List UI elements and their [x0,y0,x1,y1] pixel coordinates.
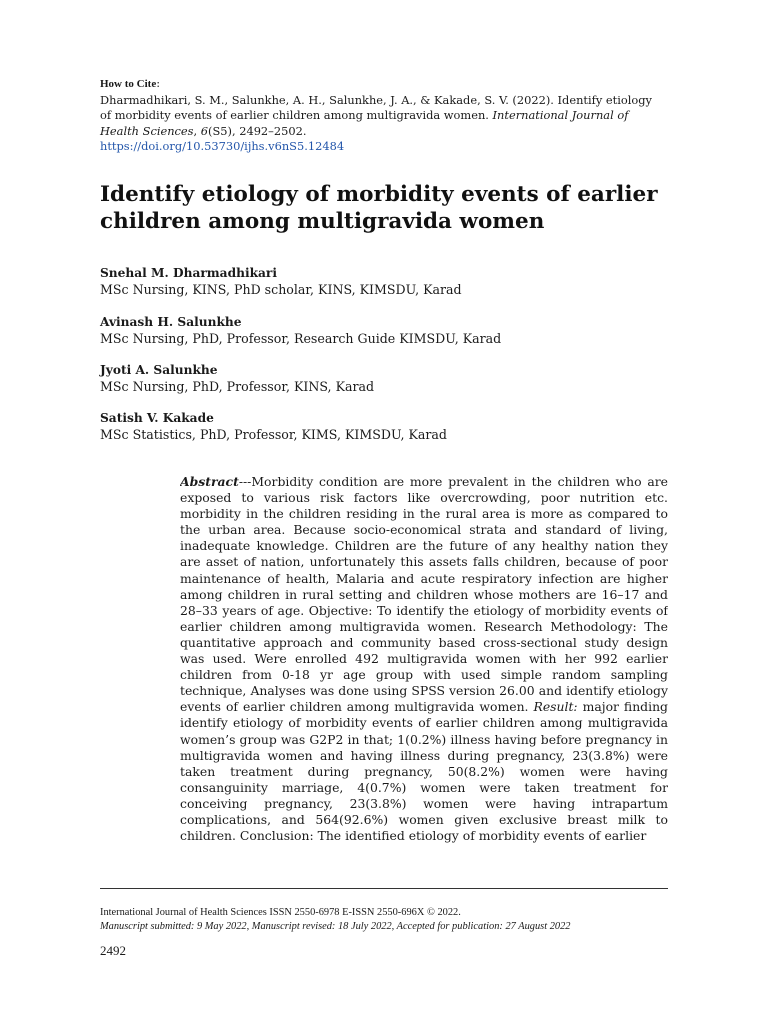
abstract [180,474,668,892]
citation-volume: 6 [200,123,209,138]
citation-journal: International Journal of Health Sciences [100,108,629,138]
author-name: Snehal M. Dharmadhikari [100,266,277,280]
author-entry [100,314,660,347]
abstract-result-label: Result: [533,699,578,715]
author-name: Satish V. Kakade [100,411,214,425]
citation-heading: How to Cite [100,78,157,90]
author-affiliation: MSc Nursing, PhD, Professor, Research Guide KIMSDU, Karad [100,331,502,346]
author-affiliation: MSc Nursing, PhD, Professor, KINS, Karad [100,379,375,394]
doi-link[interactable]: https://doi.org/10.53730/ijhs.v6nS5.12484 [100,139,345,153]
author-affiliation: MSc Nursing, KINS, PhD scholar, KINS, KIMSDU, Karad [100,282,462,297]
paper-title: Identify etiology of morbidity events of earlier children among multigravida women [100,182,658,234]
citation-authors: Dharmadhikari, S. M., Salunkhe, A. H., Salunkhe, J. A., & Kakade, S. V. (2022). Identify etiology of morbidity events of earlier children among multigravida women. [100,92,652,122]
author-entry [100,362,660,395]
citation-block: How to Cite: Dharmadhikari, S. M., Salunkhe, A. H., Salunkhe, J. A., & Kakade, S. V. (2022). Identify etiology of morbidity events of earlier children among multigravida women. International Journal of Health Sciences, 6(S5), 2492–2502. https://doi.org/10.53730/ijhs.v6nS5.12484 [100,76,652,153]
author-entry [100,410,660,443]
author-name: Avinash H. Salunkhe [100,315,242,329]
footer [100,906,668,933]
author-name: Jyoti A. Salunkhe [100,363,218,377]
citation-heading-colon: : [156,76,161,90]
citation-issue-pages: (S5), 2492–2502. [208,123,307,138]
author-affiliation: MSc Statistics, PhD, Professor, KIMS, KIMSDU, Karad [100,427,447,442]
abstract-text-part1: ---Morbidity condition are more prevalent in the children who are exposed to various risk factors like overcrowding, poor nutrition etc. morbidity in the children residing in the rural area is more as compared to the urban area. Because socio-economical strata and standard of living, inadequate knowledge. Children are the future of any healthy nation they are asset of nation, unfortunately this assets falls children, because of poor maintenance of health, Malaria and acute respiratory infection are higher among children in rural setting and children whose mothers are 16–17 and 28–33 years of age. Objective: To identify the etiology of morbidity events of earlier children among multigravida women. Research Methodology: The quantitative approach and community based cross-sectional study design was used. Were enrolled 492 multigravida women with her 992 earlier children from 0-18 yr age group with used simple random sampling technique, Analyses was done using SPSS version 26.00 and identify etiology events of earlier children among multigravida women. [180,474,668,715]
author-entry [100,265,660,298]
page-number: 2492 [100,943,126,958]
footer-dates-line: Manuscript submitted: 9 May 2022, Manuscript revised: 18 July 2022, Accepted for publication: 27 August 2022 [100,920,571,932]
footer-divider [100,888,668,889]
footer-journal-line: International Journal of Health Sciences ISSN 2550-6978 E-ISSN 2550-696X © 2022. [100,907,461,918]
abstract-label: Abstract [180,474,239,489]
abstract-text-part2: major finding identify etiology of morbidity events of earlier children among multigravida women’s group was G2P2 in that; 1(0.2%) illness having before pregnancy in multigravida women and having illness during pregnancy, 23(3.8%) were taken treatment during pregnancy, 50(8.2%) women were having consanguinity marriage, 4(0.7%) women were taken treatment for conceiving pregnancy, 23(3.8%) women were having intrapartum complications, and 564(92.6%) women given exclusive breast milk to children. Conclusion: The identified etiology of morbidity events of earlier [180,699,668,844]
